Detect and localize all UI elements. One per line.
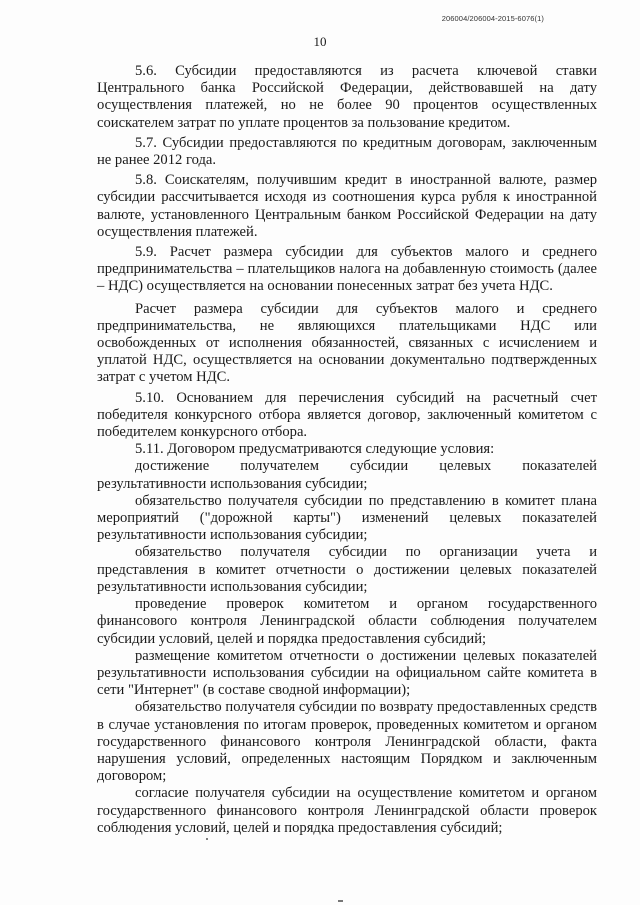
paragraph-5-8: 5.8. Соискателям, получившим кредит в иностранной валюте, размер субсидии рассчитывается исходя из соотношения курса рубля к иностранной валюте, установленного Центральным банком Российской Федерации на дату осуществления платежей. [97, 172, 597, 240]
scan-dot-mark [206, 838, 208, 840]
condition-item: проведение проверок комитетом и органом государственного финансового контроля Ленинградской области соблюдения получателем субсидии условий, целей и порядка предоставления субсидий; [97, 596, 597, 647]
paragraph-5-9: 5.9. Расчет размера субсидии для субъектов малого и среднего предпринимательства – плательщиков налога на добавленную стоимость (далее – НДС) осуществляется на основании понесенных затрат без учета НДС. [97, 244, 597, 295]
page-number: 10 [313, 34, 327, 49]
condition-item: размещение комитетом отчетности о достижении целевых показателей результативности использования субсидии на официальном сайте комитета в сети "Интернет" (в составе сводной информации); [97, 647, 597, 699]
scan-bottom-mark [338, 900, 343, 902]
condition-item: обязательство получателя субсидии по возврату предоставленных средств в случае установления по итогам проверок, проведенных комитетом и органом государственного финансового контроля Ленинградской области, факта нарушения условий, определенных настоящим Порядком и заключенным договором; [97, 699, 597, 785]
paragraph-5-9-continued: Расчет размера субсидии для субъектов малого и среднего предпринимательства, не являющихся плательщиками НДС или освобожденных от исполнения обязанностей, связанных с исчислением и уплатой НДС, осуществляется на основании документально подтвержденных затрат с учетом НДС. [97, 300, 597, 386]
document-code: 206004/206004-2015-6076(1) [441, 14, 544, 23]
document-body [97, 63, 597, 837]
paragraph-5-11: 5.11. Договором предусматриваются следующие условия: [135, 441, 495, 458]
paragraph-5-7: 5.7. Субсидии предоставляются по кредитным договорам, заключенным не ранее 2012 года. [97, 134, 597, 169]
paragraph-5-10: 5.10. Основанием для перечисления субсидий на расчетный счет победителя конкурсного отбора является договор, заключенный комитетом с победителем конкурсного отбора. [97, 389, 597, 441]
condition-item: достижение получателем субсидии целевых показателей результативности использования субсидии; [97, 458, 597, 492]
condition-item: согласие получателя субсидии на осуществление комитетом и органом государственного финансового контроля Ленинградской области проверок соблюдения условий, целей и порядка предоставления субсидий; [97, 785, 597, 836]
condition-item: обязательство получателя субсидии по организации учета и представления в комитет отчетности о достижении целевых показателей результативности использования субсидии; [97, 544, 597, 595]
paragraph-5-6: 5.6. Субсидии предоставляются из расчета ключевой ставки Центрального банка Российской Федерации, действовавшей на дату осуществления платежей, но не более 90 процентов осуществленных соискателем затрат по уплате процентов за пользование кредитом. [97, 63, 597, 131]
condition-item: обязательство получателя субсидии по представлению в комитет плана мероприятий ("дорожной карты") изменений целевых показателей результативности использования субсидии; [97, 492, 597, 544]
